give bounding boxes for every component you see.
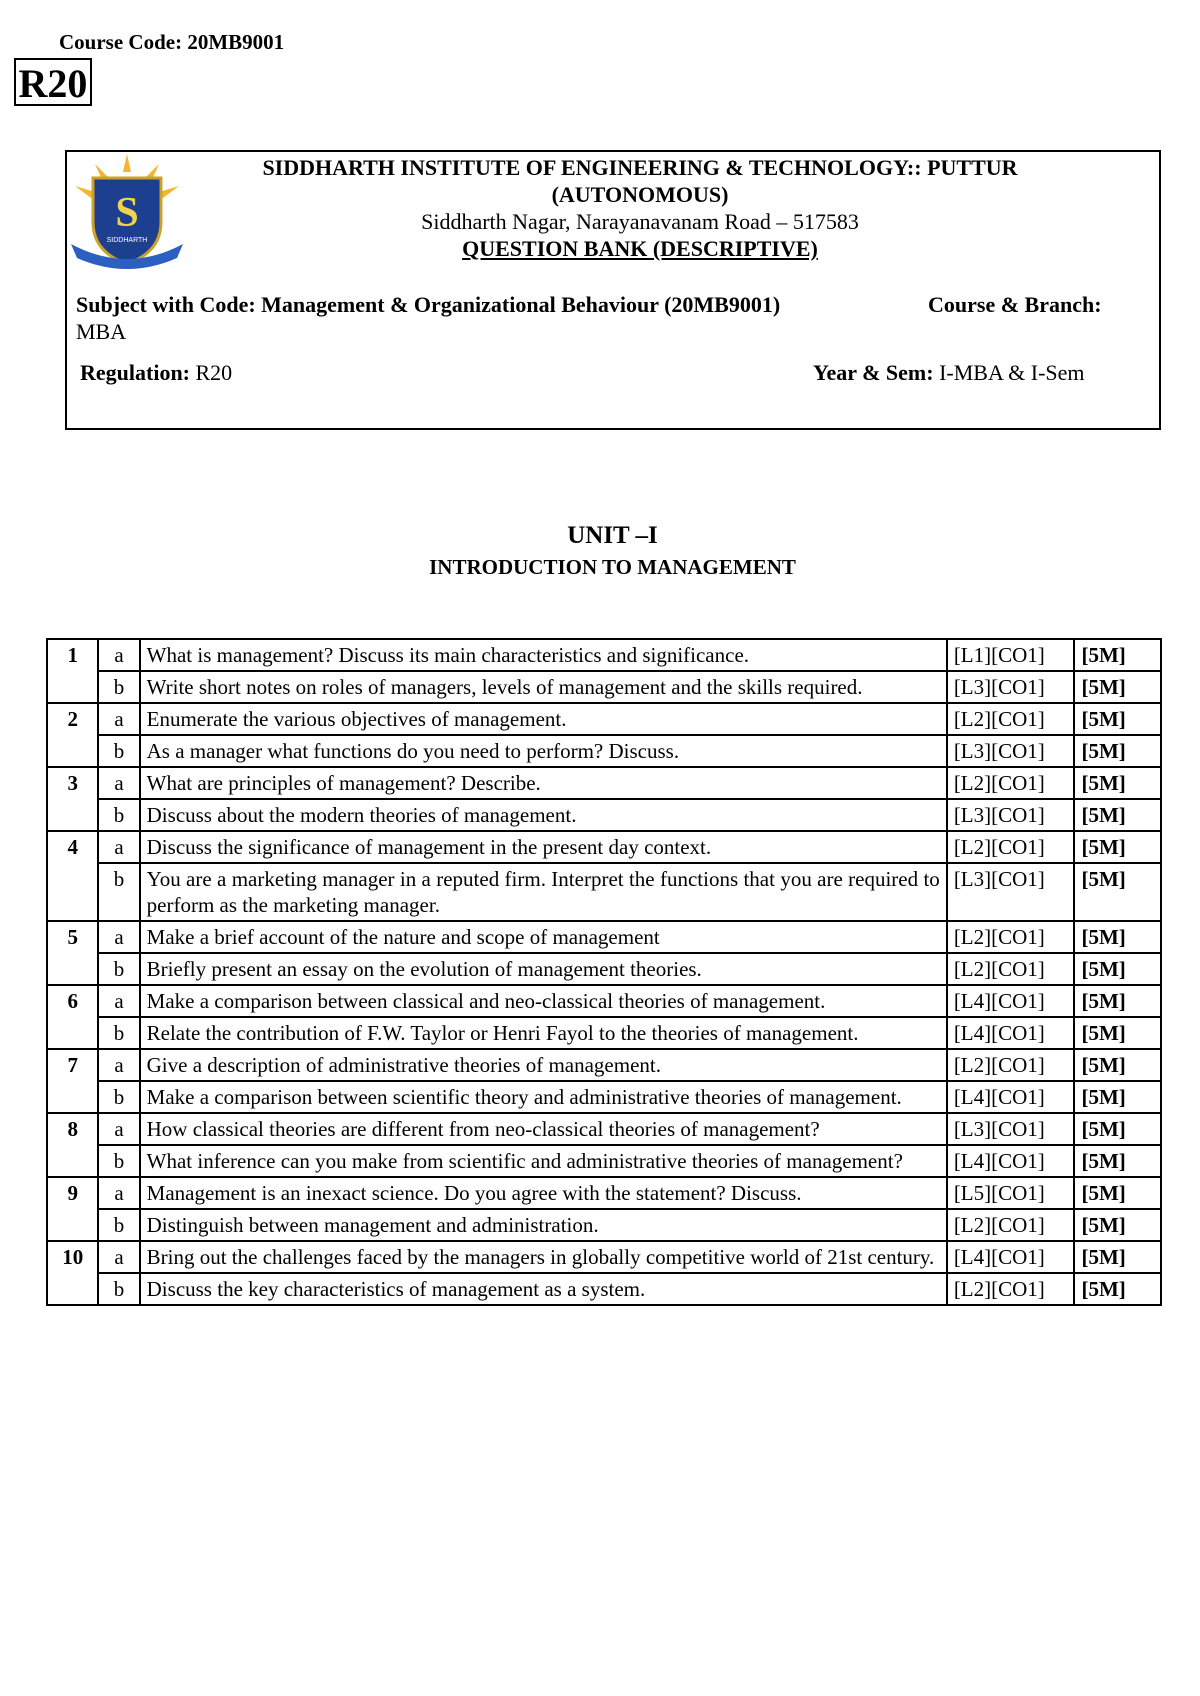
question-text: Bring out the challenges faced by the managers in globally competitive world of 21st century. — [140, 1241, 947, 1273]
question-level: [L2][CO1] — [947, 1273, 1075, 1305]
table-row — [47, 831, 1161, 863]
question-level: [L4][CO1] — [947, 985, 1075, 1017]
question-marks: [5M] — [1074, 1273, 1161, 1305]
question-part: a — [98, 985, 139, 1017]
table-row — [47, 1209, 1161, 1241]
question-number: 8 — [47, 1113, 98, 1177]
table-row — [47, 799, 1161, 831]
question-level: [L3][CO1] — [947, 799, 1075, 831]
question-text: Discuss the key characteristics of management as a system. — [140, 1273, 947, 1305]
unit-title: UNIT –I — [567, 522, 658, 549]
question-number: 2 — [47, 703, 98, 767]
question-marks: [5M] — [1074, 703, 1161, 735]
subject-label: Subject with Code: — [76, 292, 256, 317]
regulation-value: R20 — [195, 360, 233, 385]
question-number: 1 — [47, 639, 98, 703]
question-marks: [5M] — [1074, 639, 1161, 671]
question-text: Discuss about the modern theories of management. — [140, 799, 947, 831]
question-marks: [5M] — [1074, 1017, 1161, 1049]
question-text: Make a comparison between scientific theory and administrative theories of management. — [140, 1081, 947, 1113]
question-level: [L3][CO1] — [947, 1113, 1075, 1145]
question-text: Enumerate the various objectives of management. — [140, 703, 947, 735]
subject-value: Management & Organizational Behaviour (20MB9001) — [261, 292, 781, 317]
question-marks: [5M] — [1074, 1081, 1161, 1113]
question-level: [L2][CO1] — [947, 767, 1075, 799]
institute-status: (AUTONOMOUS) — [551, 182, 729, 207]
branch-value: MBA — [76, 319, 127, 344]
question-marks: [5M] — [1074, 735, 1161, 767]
course-code: Course Code: 20MB9001 — [59, 30, 285, 54]
institute-address: Siddharth Nagar, Narayanavanam Road – 517583 — [421, 209, 859, 234]
regulation-label: Regulation: — [80, 360, 190, 385]
svg-text:S: S — [115, 190, 139, 236]
question-level: [L4][CO1] — [947, 1145, 1075, 1177]
question-level: [L3][CO1] — [947, 735, 1075, 767]
table-row — [47, 1177, 1161, 1209]
question-part: b — [98, 1017, 139, 1049]
question-part: a — [98, 921, 139, 953]
question-level: [L2][CO1] — [947, 703, 1075, 735]
question-text: Give a description of administrative theories of management. — [140, 1049, 947, 1081]
question-part: b — [98, 1209, 139, 1241]
question-marks: [5M] — [1074, 671, 1161, 703]
question-text: Briefly present an essay on the evolution of management theories. — [140, 953, 947, 985]
question-number: 5 — [47, 921, 98, 985]
table-row — [47, 1145, 1161, 1177]
question-text: Relate the contribution of F.W. Taylor or Henri Fayol to the theories of management. — [140, 1017, 947, 1049]
question-marks: [5M] — [1074, 831, 1161, 863]
question-level: [L3][CO1] — [947, 863, 1075, 921]
question-marks: [5M] — [1074, 1145, 1161, 1177]
question-text: Make a brief account of the nature and scope of management — [140, 921, 947, 953]
question-part: b — [98, 953, 139, 985]
question-level: [L2][CO1] — [947, 831, 1075, 863]
question-number: 6 — [47, 985, 98, 1049]
question-marks: [5M] — [1074, 799, 1161, 831]
question-marks: [5M] — [1074, 1177, 1161, 1209]
branch-label: Course & Branch: — [928, 292, 1102, 317]
question-marks: [5M] — [1074, 863, 1161, 921]
question-part: a — [98, 1113, 139, 1145]
question-part: b — [98, 671, 139, 703]
question-marks: [5M] — [1074, 921, 1161, 953]
question-part: b — [98, 1145, 139, 1177]
year-sem-value: I-MBA & I-Sem — [939, 360, 1085, 385]
year-sem-label: Year & Sem: — [813, 360, 934, 385]
question-text: Discuss the significance of management in the present day context. — [140, 831, 947, 863]
question-text: Write short notes on roles of managers, levels of management and the skills required. — [140, 671, 947, 703]
question-level: [L4][CO1] — [947, 1017, 1075, 1049]
question-level: [L2][CO1] — [947, 953, 1075, 985]
question-text: What is management? Discuss its main characteristics and significance. — [140, 639, 947, 671]
question-part: b — [98, 799, 139, 831]
logo-text: SIDDHARTH — [106, 237, 148, 244]
table-row — [47, 703, 1161, 735]
table-row — [47, 1241, 1161, 1273]
question-text: How classical theories are different from neo-classical theories of management? — [140, 1113, 947, 1145]
question-part: b — [98, 863, 139, 921]
table-row — [47, 1081, 1161, 1113]
question-level: [L2][CO1] — [947, 1049, 1075, 1081]
question-level: [L2][CO1] — [947, 1209, 1075, 1241]
question-marks: [5M] — [1074, 985, 1161, 1017]
question-part: b — [98, 1081, 139, 1113]
institute-name: SIDDHARTH INSTITUTE OF ENGINEERING & TECHNOLOGY:: PUTTUR — [262, 155, 1018, 180]
question-part: a — [98, 703, 139, 735]
table-row — [47, 953, 1161, 985]
question-table — [46, 638, 1162, 1306]
question-number: 7 — [47, 1049, 98, 1113]
question-text: What inference can you make from scientific and administrative theories of management? — [140, 1145, 947, 1177]
table-row — [47, 1273, 1161, 1305]
table-row — [47, 1049, 1161, 1081]
question-level: [L2][CO1] — [947, 921, 1075, 953]
question-level: [L4][CO1] — [947, 1241, 1075, 1273]
question-marks: [5M] — [1074, 767, 1161, 799]
table-row — [47, 921, 1161, 953]
table-row — [47, 735, 1161, 767]
question-text: Make a comparison between classical and neo-classical theories of management. — [140, 985, 947, 1017]
question-marks: [5M] — [1074, 1209, 1161, 1241]
question-marks: [5M] — [1074, 953, 1161, 985]
table-row — [47, 985, 1161, 1017]
question-number: 9 — [47, 1177, 98, 1241]
question-text: Management is an inexact science. Do you agree with the statement? Discuss. — [140, 1177, 947, 1209]
question-part: a — [98, 1177, 139, 1209]
table-row — [47, 1017, 1161, 1049]
table-row — [47, 767, 1161, 799]
question-level: [L3][CO1] — [947, 671, 1075, 703]
table-row — [47, 671, 1161, 703]
table-row — [47, 863, 1161, 921]
question-level: [L5][CO1] — [947, 1177, 1075, 1209]
year-sem-line — [813, 360, 1085, 386]
table-row — [47, 1113, 1161, 1145]
question-part: a — [98, 767, 139, 799]
subject-line — [76, 292, 780, 318]
question-number: 3 — [47, 767, 98, 831]
question-marks: [5M] — [1074, 1049, 1161, 1081]
regulation-badge: R20 — [14, 58, 92, 106]
question-level: [L1][CO1] — [947, 639, 1075, 671]
question-part: a — [98, 1049, 139, 1081]
question-marks: [5M] — [1074, 1113, 1161, 1145]
unit-subtitle: INTRODUCTION TO MANAGEMENT — [429, 555, 796, 579]
question-text: What are principles of management? Describe. — [140, 767, 947, 799]
regulation-line — [80, 360, 232, 386]
question-part: a — [98, 639, 139, 671]
table-row — [47, 639, 1161, 671]
question-part: b — [98, 1273, 139, 1305]
institute-logo-icon — [65, 152, 190, 272]
question-text: As a manager what functions do you need to perform? Discuss. — [140, 735, 947, 767]
document-title: QUESTION BANK (DESCRIPTIVE) — [462, 236, 818, 261]
question-part: a — [98, 1241, 139, 1273]
question-number: 4 — [47, 831, 98, 921]
question-text: You are a marketing manager in a reputed firm. Interpret the functions that you are required to perform as the marketing manager. — [140, 863, 947, 921]
question-text: Distinguish between management and administration. — [140, 1209, 947, 1241]
question-part: a — [98, 831, 139, 863]
question-level: [L4][CO1] — [947, 1081, 1075, 1113]
question-number: 10 — [47, 1241, 98, 1305]
question-marks: [5M] — [1074, 1241, 1161, 1273]
question-part: b — [98, 735, 139, 767]
